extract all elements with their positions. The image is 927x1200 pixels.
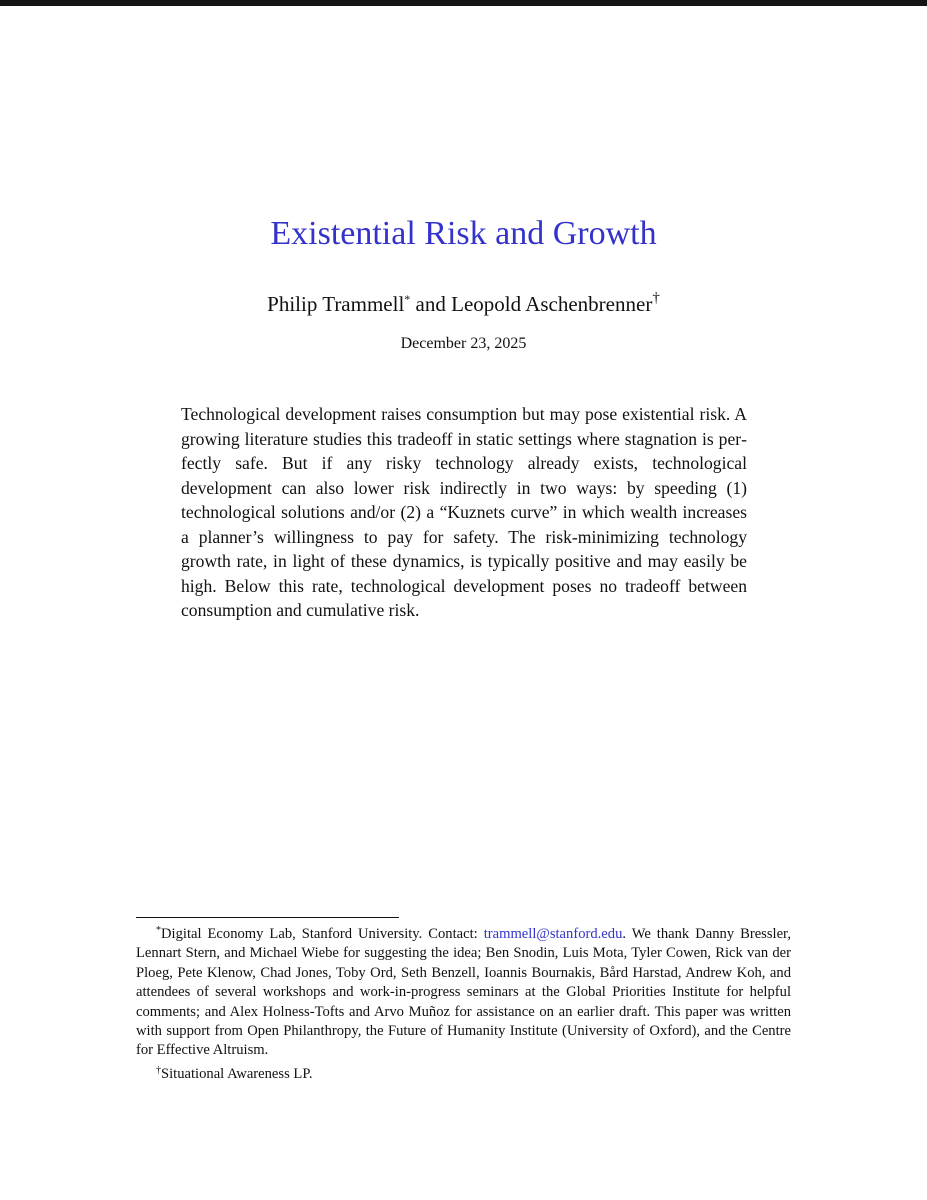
window-top-bar	[0, 0, 927, 6]
email-link[interactable]: trammell@stanford.edu	[483, 926, 623, 942]
footnote-marker: *	[156, 925, 161, 936]
paper-date: December 23, 2025	[400, 335, 527, 352]
footnote	[136, 921, 791, 1061]
footnote	[136, 1061, 791, 1084]
footnotes	[136, 921, 791, 1084]
footnote-text: Digital Economy Lab, Stanford University. Contact:	[161, 926, 484, 942]
author-line	[0, 280, 927, 322]
footnote-marker[interactable]: †	[652, 290, 660, 306]
footnote-text: . We thank Danny Bressler, Lennart Stern, and Michael Wiebe for suggesting the idea; Ben Snodin, Luis Mota, Tyler Cowen, Rick van der Ploeg, Pete Klenow, Chad Jones, Toby Ord, Seth Benzell, Ioannis Bournakis, Bård Harstad, Andrew Koh, and attendees of several workshops and work-in-progress seminars at the Global Priorities Institute for helpful comments; and Alex Holness-Tofts and Arvo Muñoz for assistance on an earlier draft. This paper was written with support from Open Philanthropy, the Future of Humanity Institute (University of Oxford), and the Centre for Effective Altruism.	[136, 926, 791, 1059]
author-connector: and	[410, 292, 452, 316]
author-name: Philip Trammell	[267, 292, 405, 316]
footnote-marker[interactable]: *	[404, 292, 411, 306]
footnote-rule	[136, 917, 399, 918]
author-name: Leopold Aschenbrenner	[451, 292, 653, 316]
paper-title: Existential Risk and Growth	[270, 215, 657, 252]
abstract: Technological development raises consumption but may pose existential risk. A growing literature studies this tradeoff in static settings where stagnation is perfectly safe. But if any risky technology already exists, technological development can also lower risk indirectly in two ways: by speeding (1) technological solutions and/or (2) a “Kuznets curve” in which wealth increases a planner’s willingness to pay for safety. The risk-minimizing technology growth rate, in light of these dynamics, is typically positive and may easily be high. Below this rate, technological development poses no tradeoff between consumption and cumulative risk.	[181, 404, 747, 620]
footnote-marker: †	[156, 1064, 161, 1076]
footnote-text: Situational Awareness LP.	[161, 1065, 313, 1082]
